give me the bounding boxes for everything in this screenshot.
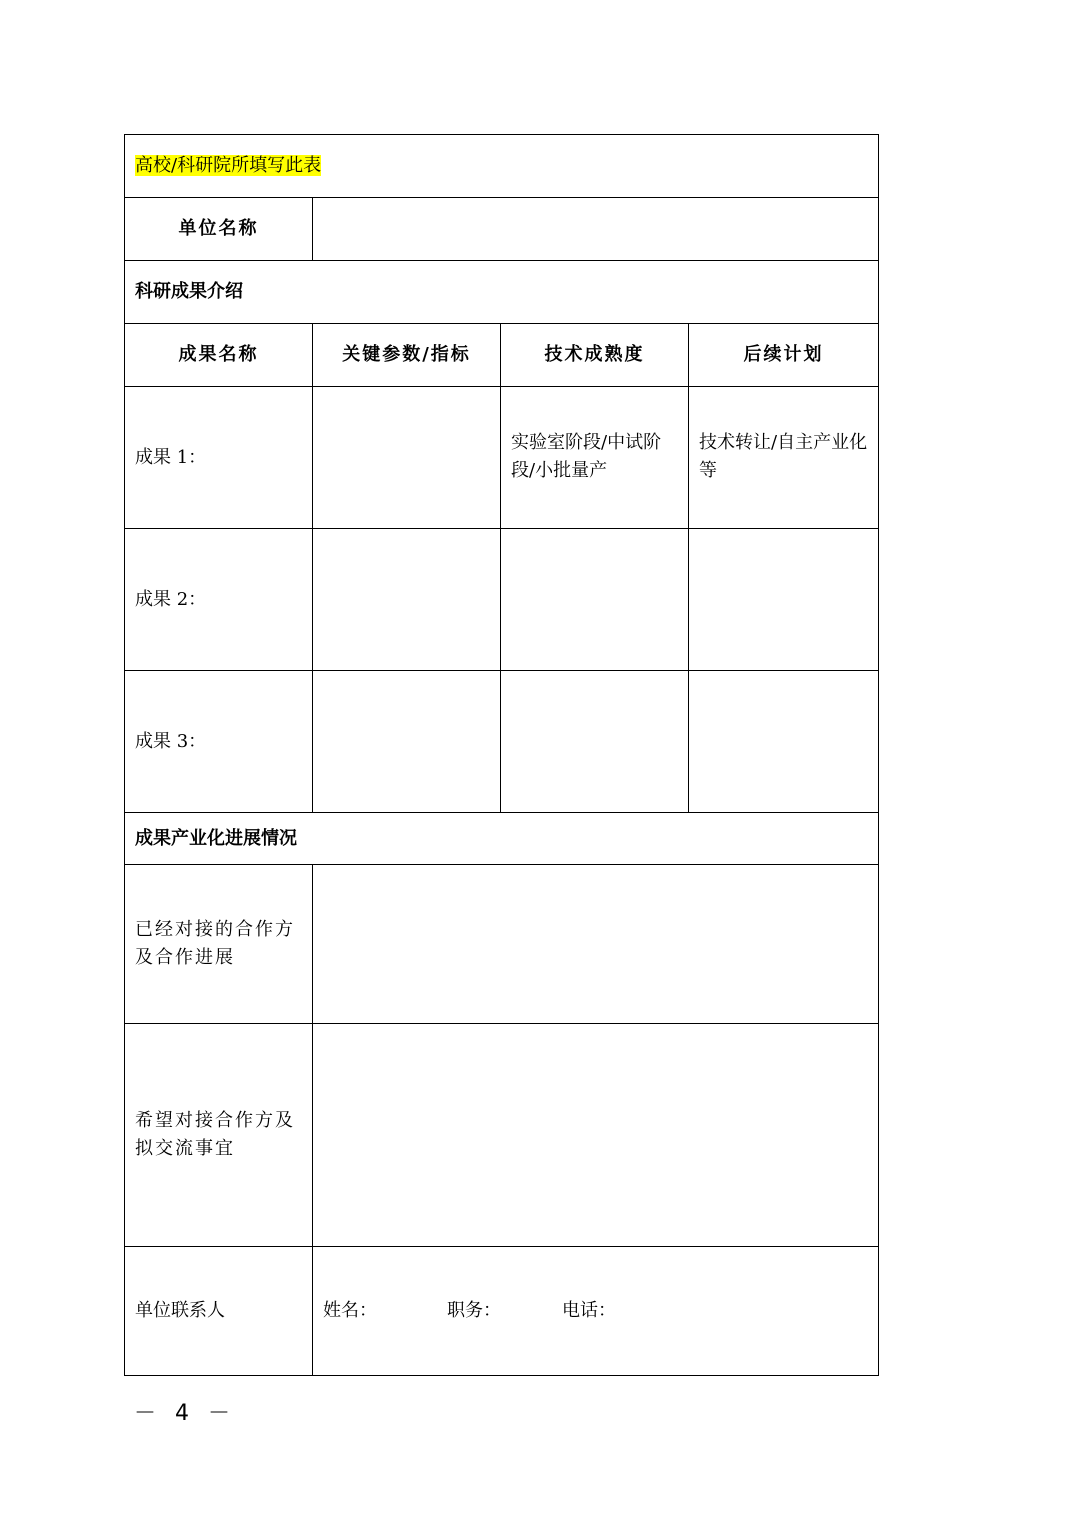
header-note-cell [125, 135, 879, 198]
column-header-key-params: 关键参数/指标 [313, 324, 501, 387]
result-params-cell[interactable] [313, 387, 501, 529]
table-row [125, 671, 879, 813]
result-plan-cell[interactable] [689, 671, 879, 813]
result-name-cell: 成果 2： [125, 529, 313, 671]
unit-name-label: 单位名称 [125, 198, 313, 261]
section-results-title: 科研成果介绍 [125, 261, 879, 324]
result-name-cell: 成果 1： [125, 387, 313, 529]
contact-phone-label[interactable]: 电话： [562, 1300, 616, 1321]
column-header-result-name: 成果名称 [125, 324, 313, 387]
result-name-cell: 成果 3： [125, 671, 313, 813]
wish-label: 希望对接合作方及拟交流事宜 [125, 1024, 313, 1247]
contact-row [125, 1247, 879, 1376]
unit-name-field[interactable] [313, 198, 879, 261]
table-row [125, 387, 879, 529]
section-progress-title: 成果产业化进展情况 [125, 813, 879, 865]
unit-name-row [125, 198, 879, 261]
section-progress-row [125, 813, 879, 865]
partners-field[interactable] [313, 865, 879, 1024]
contact-title-label[interactable]: 职务： [447, 1300, 501, 1321]
result-params-cell[interactable] [313, 671, 501, 813]
contact-name-label[interactable]: 姓名： [323, 1300, 377, 1321]
result-plan-cell[interactable] [689, 529, 879, 671]
form-header-row [125, 135, 879, 198]
result-plan-cell[interactable]: 技术转让/自主产业化等 [689, 387, 879, 529]
application-form-table [124, 134, 879, 1376]
wish-field[interactable] [313, 1024, 879, 1247]
column-header-maturity: 技术成熟度 [501, 324, 689, 387]
result-maturity-cell[interactable] [501, 529, 689, 671]
column-header-plan: 后续计划 [689, 324, 879, 387]
result-params-cell[interactable] [313, 529, 501, 671]
partners-label: 已经对接的合作方及合作进展 [125, 865, 313, 1024]
contact-fields [313, 1247, 879, 1376]
contact-label: 单位联系人 [125, 1247, 313, 1376]
partners-row [125, 865, 879, 1024]
result-maturity-cell[interactable] [501, 671, 689, 813]
result-maturity-cell[interactable]: 实验室阶段/中试阶段/小批量产 [501, 387, 689, 529]
table-row [125, 529, 879, 671]
header-note: 高校/科研院所填写此表 [135, 155, 322, 176]
section-results-row [125, 261, 879, 324]
page-number: － 4 － [134, 1401, 236, 1426]
results-column-header-row [125, 324, 879, 387]
wish-row [125, 1024, 879, 1247]
